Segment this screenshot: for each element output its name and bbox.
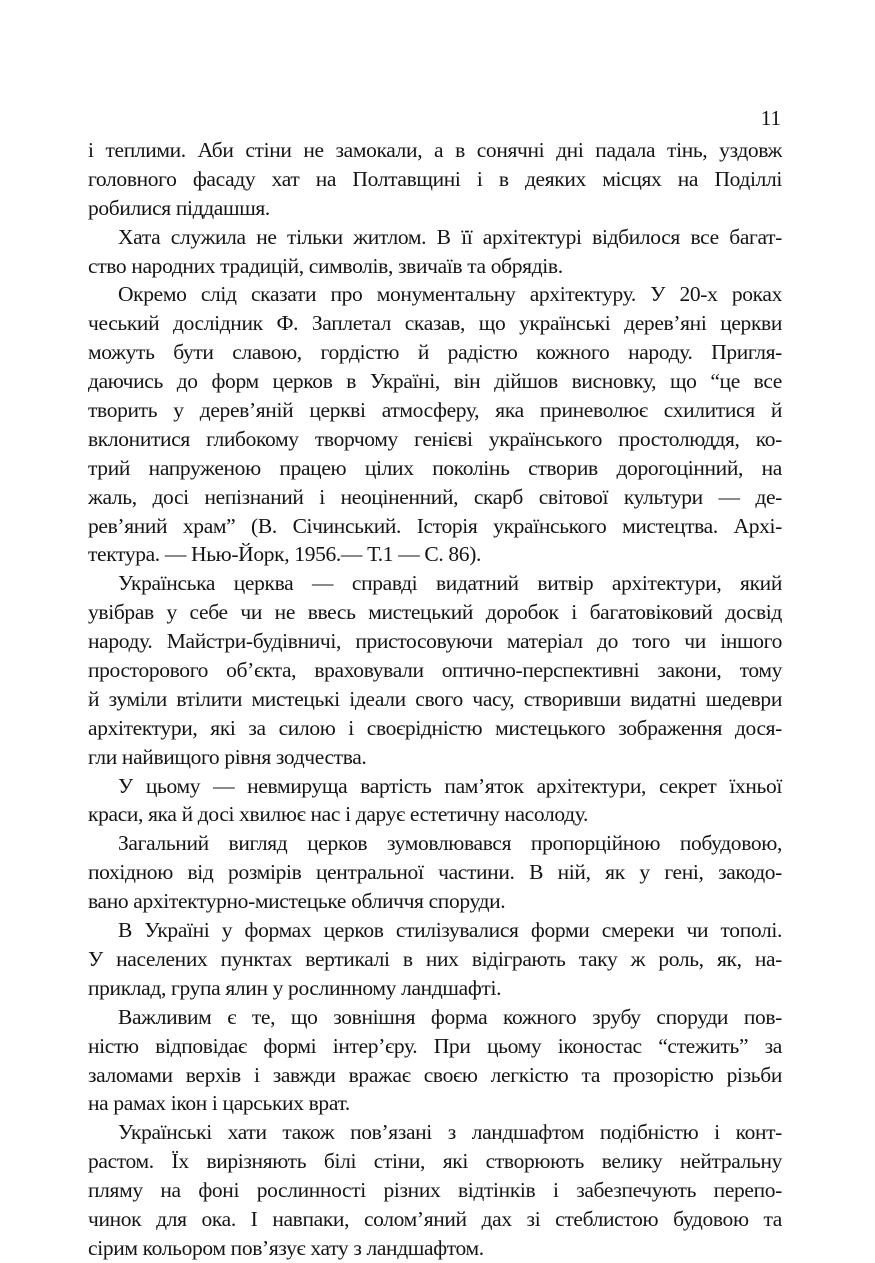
paragraph — [88, 772, 782, 830]
text-line: сірим кольором пов’язує хату з ландшафтом. — [88, 1235, 484, 1260]
text-line: увібрав у себе чи не ввесь мистецький доробок і багатовіковий досвід — [88, 600, 782, 625]
text-line: В Україні у формах церков стилізувалися форми смереки чи тополі. — [118, 918, 782, 943]
text-line: творить у дерев’яній церкві атмосферу, яка приневолює схилитися й — [88, 398, 782, 423]
text-line: просторового об’єкта, враховували оптично-перспективні закони, тому — [88, 658, 782, 683]
text-line: чинок для ока. І навпаки, солом’яний дах зі стеблистою будовою та — [88, 1206, 782, 1231]
text-line: приклад, група ялин у рослинному ландшафті. — [88, 975, 502, 1000]
paragraph — [88, 1003, 782, 1119]
text-line: жаль, досі непізнаний і неоціненний, скарб світової культури — де- — [88, 484, 782, 509]
text-line: й зуміли втілити мистецькі ідеали свого часу, створивши видатні шедеври — [88, 686, 782, 711]
paragraph — [88, 280, 782, 569]
text-line: Українська церква — справді видатний витвір архітектури, який — [118, 571, 782, 596]
text-line: вклонитися глибокому творчому генієві українського простолюддя, ко- — [88, 426, 782, 451]
paragraph — [88, 1118, 782, 1262]
paragraph — [88, 569, 782, 771]
text-line: краси, яка й досі хвилює нас і дарує естетичну насолоду. — [88, 802, 589, 827]
text-line: Загальний вигляд церков зумовлювався пропорційною побудовою, — [118, 831, 782, 856]
text-line: заломами верхів і завжди вражає своєю легкістю та прозорістю різьби — [88, 1062, 782, 1087]
text-line: на рамах ікон і царських врат. — [88, 1091, 350, 1116]
text-line: гли найвищого рівня зодчества. — [88, 744, 367, 769]
text-line: У населених пунктах вертикалі в них відіграють таку ж роль, як, на- — [88, 946, 782, 971]
text-line: архітектури, які за силою і своєрідністю мистецького зображення дося- — [88, 715, 782, 740]
text-line: Українські хати також пов’язані з ландшафтом подібністю і конт- — [118, 1120, 782, 1145]
text-line: і теплими. Аби стіни не замокали, а в сонячні дні падала тінь, уздовж — [88, 138, 782, 162]
text-line: даючись до форм церков в Україні, він дійшов висновку, що “це все — [88, 369, 782, 394]
text-line: головного фасаду хат на Полтавщині і в деяких місцях на Поділлі — [88, 166, 782, 191]
paragraph — [88, 136, 782, 223]
paragraph — [88, 829, 782, 916]
text-line: ство народних традицій, символів, звичаїв та обрядів. — [88, 253, 563, 278]
text-line: Важливим є те, що зовнішня форма кожного зрубу споруди пов- — [118, 1004, 782, 1029]
paragraph — [88, 223, 782, 281]
paragraph — [88, 916, 782, 1003]
text-line: растом. Їх вирізняють білі стіни, які створюють велику нейтральну — [88, 1149, 782, 1174]
text-line: вано архітектурно-мистецьке обличчя споруди. — [88, 889, 506, 914]
text-line: похідною від розмірів центральної частини. В ній, як у гені, закодо- — [88, 860, 782, 885]
text-line: трий напруженою працею цілих поколінь створив дорогоцінний, на — [88, 455, 782, 480]
text-line: чеський дослідник Ф. Заплетал сказав, що українські дерев’яні церкви — [88, 311, 782, 336]
text-line: народу. Майстри-будівничі, пристосовуючи матеріал до того чи іншого — [88, 629, 782, 654]
text-line: рев’яний храм” (В. Січинський. Історія українського мистецтва. Архі- — [88, 513, 782, 538]
text-line: Хата служила не тільки житлом. В її архітектурі відбилося все багат- — [118, 224, 782, 249]
text-line: тектура. — Нью-Йорк, 1956.— Т.1 — С. 86). — [88, 542, 482, 567]
text-line: Окремо слід сказати про монументальну архітектуру. У 20-х роках — [118, 282, 782, 307]
text-line: можуть бути славою, гордістю й радістю кожного народу. Пригля- — [88, 340, 782, 365]
text-line: ністю відповідає формі інтер’єру. При цьому іконостас “стежить” за — [88, 1033, 782, 1058]
text-line: робилися піддашшя. — [88, 195, 270, 220]
text-line: У цьому — невмируща вартість пам’яток архітектури, секрет їхньої — [118, 773, 782, 798]
body-text — [88, 136, 782, 1263]
text-line: пляму на фоні рослинності різних відтінків і забезпечують перепо- — [88, 1178, 782, 1203]
page-number: 11 — [760, 106, 781, 130]
